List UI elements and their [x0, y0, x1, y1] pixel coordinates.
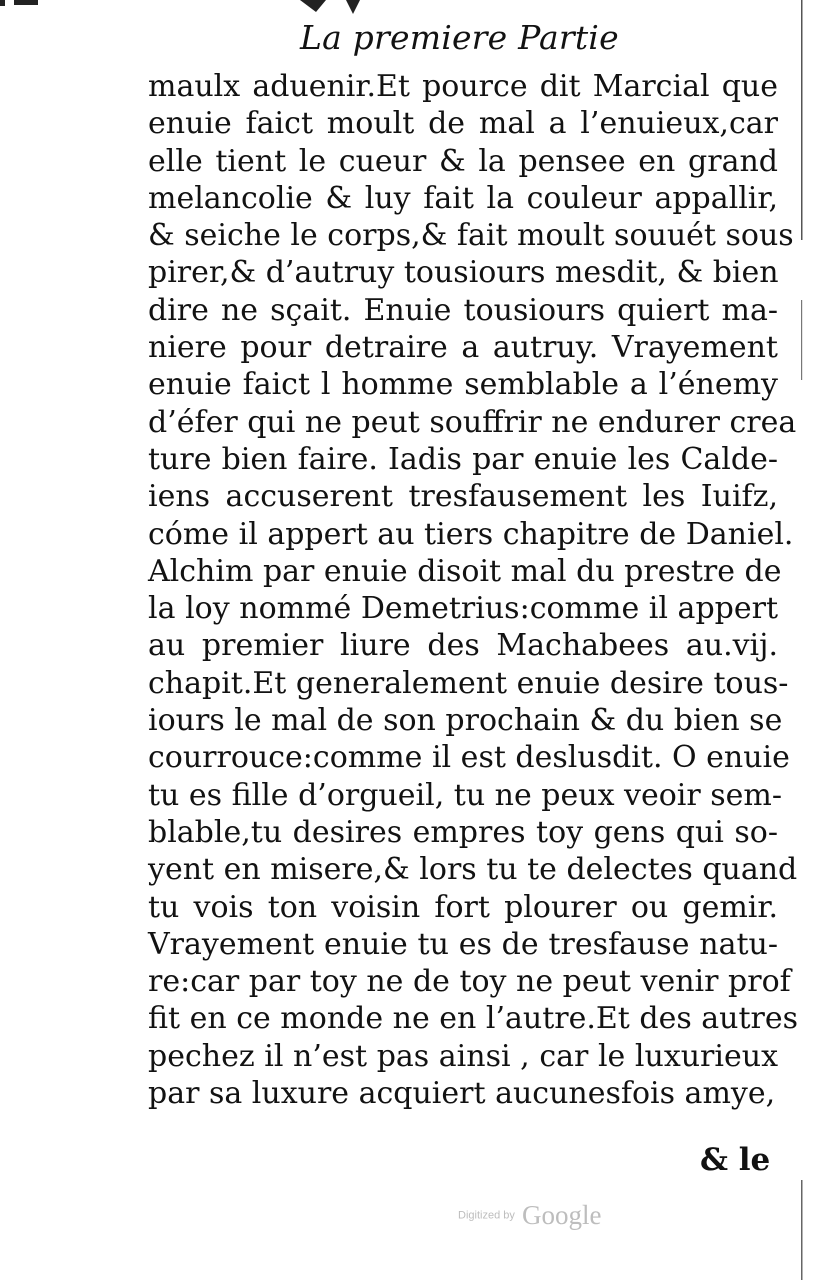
text-line: la loy nommé Demetrius:comme il appert: [148, 591, 778, 627]
text-line: cóme il appert au tiers chapitre de Daniel.: [148, 516, 794, 552]
text-line: maulx aduenir.Et pource dit Marcial que: [148, 69, 778, 104]
watermark-prefix: Digitized by: [458, 1209, 515, 1222]
running-head: La premiere Partie: [300, 18, 619, 57]
text-line: yent en misere,& lors tu te delectes quand: [148, 852, 798, 888]
text-line: enuie faict moult de mal a l’enuieux,car: [148, 106, 778, 142]
text-line: blable,tu desires empres toy gens qui so-: [148, 814, 778, 850]
text-line: Vrayement enuie tu es de tresfause natu-: [148, 926, 778, 962]
digitization-watermark: [458, 1200, 601, 1240]
ink-mark-left-2: [14, 0, 38, 5]
text-line: courrouce:comme il est deslusdit. O enuie: [148, 740, 790, 776]
text-line: par sa luxure acquiert aucunesfois amye,: [148, 1076, 776, 1112]
ink-mark-center: [300, 0, 326, 12]
text-line: niere pour detraire a autruy. Vrayement: [148, 330, 778, 366]
text-line: Alchim par enuie disoit mal du prestre de: [148, 553, 782, 589]
text-line: dire ne sçait. Enuie tousiours quiert ma-: [148, 292, 778, 328]
ink-mark-left: [0, 0, 5, 6]
text-line: melancolie & luy fait la couleur appallir,: [148, 180, 778, 216]
text-line: ture bien faire. Iadis par enuie les Calde-: [148, 441, 778, 477]
text-line: au premier liure des Machabees au.vij.: [148, 628, 778, 664]
body-text: [148, 68, 799, 1112]
ink-mark-center-2: [346, 0, 360, 14]
right-edge-rule: [800, 0, 804, 1280]
text-line: fit en ce monde ne en l’autre.Et des autres: [148, 1001, 799, 1037]
catchword: & le: [700, 1142, 771, 1178]
text-line: re:car par toy ne de toy ne peut venir prof: [148, 964, 791, 1000]
text-line: chapit.Et generalement enuie desire tous-: [148, 665, 789, 701]
text-line: elle tient le cueur & la pensee en grand: [148, 143, 778, 179]
text-line: pirer,& d’autruy tousiours mesdit, & bien: [148, 255, 779, 291]
text-line: tu vois ton voisin fort plourer ou gemir.: [148, 889, 778, 925]
text-line: enuie faict l homme semblable a l’énemy: [148, 367, 778, 403]
text-line: & seiche le corps,& fait moult souuét sous: [148, 218, 794, 254]
text-line: tu es fille d’orgueil, tu ne peux veoir sem-: [148, 777, 782, 813]
text-line: iours le mal de son prochain & du bien se: [148, 703, 783, 739]
text-line: d’éfer qui ne peut souffrir ne endurer crea: [148, 404, 797, 440]
text-line: pechez il n’est pas ainsi , car le luxurieux: [148, 1038, 778, 1074]
text-line: iens accuserent tresfausement les Iuifz,: [148, 479, 778, 515]
google-logo: Google: [521, 1200, 602, 1230]
